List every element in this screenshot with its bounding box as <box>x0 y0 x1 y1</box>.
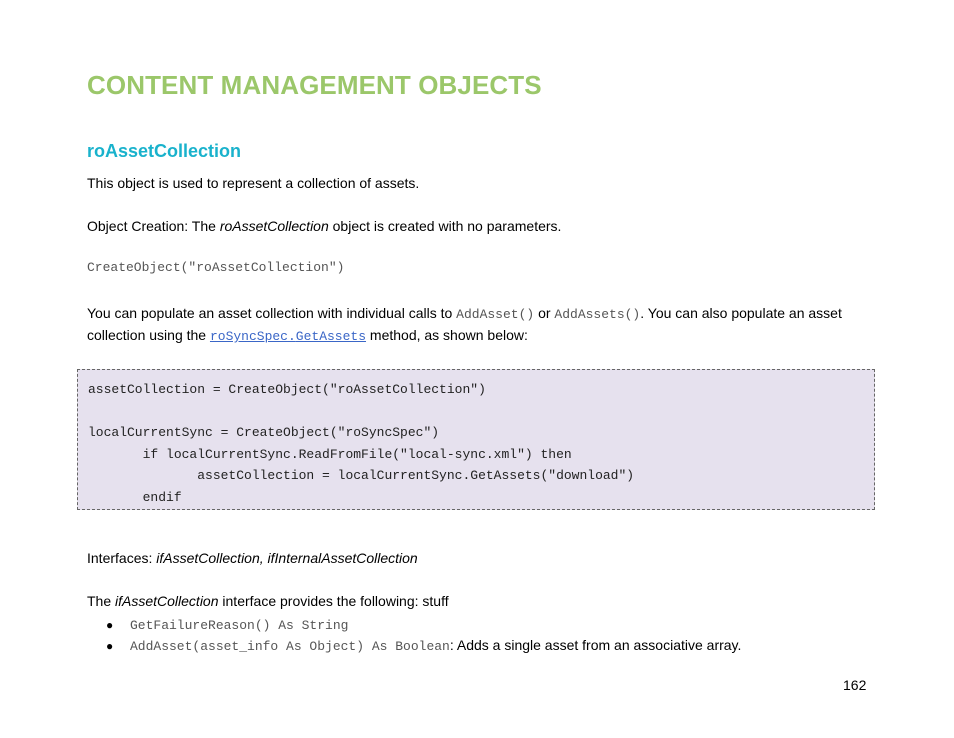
link-part-1: roSyncSpec <box>209 329 288 344</box>
creation-code: CreateObject("roAssetCollection") <box>87 260 345 275</box>
populate-text-2: or <box>534 305 555 321</box>
method-item <box>106 635 741 656</box>
code-example-box <box>77 369 875 510</box>
interface-intro <box>87 591 867 612</box>
interfaces-line <box>87 548 867 569</box>
addasset-code: AddAsset() <box>456 307 535 322</box>
method-signature: AddAsset(asset_info As Object) As Boolean <box>130 639 450 654</box>
interfaces-label: Interfaces: <box>87 550 157 566</box>
method-signature: GetFailureReason() As String <box>130 618 349 633</box>
getassets-link[interactable] <box>210 329 366 344</box>
code-example: assetCollection = CreateObject("roAssetCollection") localCurrentSync = CreateObject("roSyncSpec") if localCurrentSync.ReadFromFile("local-sync.xml") then assetCollection = localCurrentSync.GetAssets("download") endif <box>88 382 635 505</box>
populate-text-4: method, as shown below: <box>366 327 528 343</box>
creation-prefix: Object Creation: The <box>87 218 220 234</box>
method-description: : Adds a single asset from an associative array. <box>449 637 742 653</box>
creation-object-name: roAssetCollection <box>219 218 329 234</box>
addassets-code: AddAssets() <box>554 307 641 322</box>
link-part-2: GetAssets <box>295 329 367 344</box>
interfaces-list: ifAssetCollection, ifInternalAssetCollection <box>156 550 418 566</box>
populate-text-1: You can populate an asset collection with individual calls to <box>87 305 457 321</box>
object-description: This object is used to represent a collection of assets. <box>87 175 420 191</box>
intro-interface-name: ifAssetCollection <box>115 593 219 609</box>
intro-prefix: The <box>87 593 116 609</box>
populate-text-3: . You can also populate an asset collection using the <box>87 305 842 343</box>
bullet-icon: ● <box>106 639 114 653</box>
page-number: 162 <box>843 677 867 693</box>
page-title: CONTENT MANAGEMENT OBJECTS <box>87 70 542 100</box>
creation-suffix: object is created with no parameters. <box>328 218 562 234</box>
intro-suffix: interface provides the following: stuff <box>218 593 449 609</box>
link-separator: . <box>287 329 296 344</box>
object-creation-text <box>87 216 867 237</box>
method-item <box>106 614 741 635</box>
bullet-icon: ● <box>106 618 114 632</box>
populate-paragraph <box>87 303 867 347</box>
section-title: roAssetCollection <box>87 141 242 161</box>
method-list <box>106 614 741 656</box>
